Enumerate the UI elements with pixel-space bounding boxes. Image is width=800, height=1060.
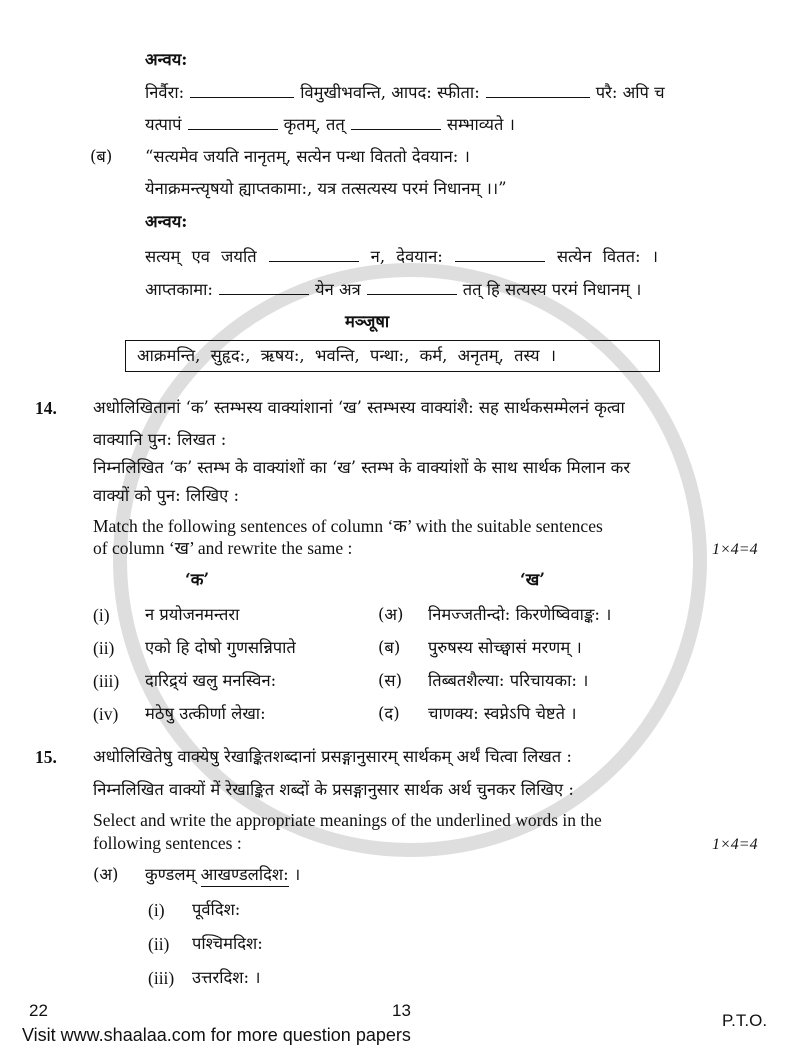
row-num: (ii) (93, 638, 115, 658)
row-kha: चाणक्य: स्वप्नेऽपि चेष्टते । (428, 704, 577, 723)
row-ka: दारिद्र्यं खलु मनस्विन: (145, 671, 277, 690)
manjusha-words: आक्रमन्ति, सुहृद:, ऋषय:, भवन्ति, पन्था:, कर्म, अनृतम्, तस्य । (137, 346, 557, 365)
column-ka-header: ‘क’ (185, 570, 210, 589)
option-text: पश्चिमदिश: (192, 934, 263, 953)
anvaya-label-b: अन्वय: (145, 212, 188, 231)
manjusha-title: मञ्जूषा (345, 312, 390, 331)
row-kha-num: (ब) (378, 638, 401, 657)
q14-hindi-1: निम्नलिखित ‘क’ स्तम्भ के वाक्यांशों का ‘ख’ स्तम्भ के वाक्यांशों के साथ सार्थक मिलान कर (93, 458, 631, 477)
paper-code: 22 (29, 1001, 48, 1020)
column-kha-header: ‘ख’ (520, 570, 545, 589)
q15-number: 15. (35, 747, 57, 767)
anvaya-b-line-1: सत्यम् एव जयति न, देवयान: सत्येन वितत: । (145, 247, 659, 266)
part-b-label: (ब) (90, 147, 113, 166)
visit-link[interactable]: Visit www.shaalaa.com for more question papers (22, 1025, 411, 1045)
q15-sanskrit: अधोलिखितेषु वाक्येषु रेखाङ्कितशब्दानां प्रसङ्गानुसारम् सार्थकम् अर्थं चित्वा लिखत : (93, 747, 572, 766)
q15-english-1: Select and write the appropriate meanings of the underlined words in the (93, 810, 602, 830)
verse-line-1: “सत्यमेव जयति नानृतम्, सत्येन पन्था विततो देवयान: । (145, 147, 470, 166)
q14-english-1: Match the following sentences of column ‘क’ with the suitable sentences (93, 516, 603, 536)
anvaya-line-2: यत्पापं कृतम्, तत् सम्भाव्यते । (145, 115, 515, 134)
anvaya-b-line-2: आप्तकामा: येन अत्र तत् हि सत्यस्य परमं निधानम् । (145, 280, 642, 299)
q15-hindi: निम्नलिखित वाक्यों में रेखाङ्कित शब्दों के प्रसङ्गानुसार सार्थक अर्थ चुनकर लिखिए : (93, 780, 574, 799)
row-num: (i) (93, 605, 110, 625)
q14-english-2: of column ‘ख’ and rewrite the same : (93, 538, 353, 558)
option-num: (ii) (148, 934, 170, 954)
q15-english-2: following sentences : (93, 833, 242, 853)
q14-sanskrit-2: वाक्यानि पुन: लिखत : (93, 430, 227, 449)
row-kha-num: (अ) (378, 605, 404, 624)
option-text: उत्तरदिश: । (192, 968, 261, 987)
row-kha: निमज्जतीन्दो: किरणेष्विवाङ्क: । (428, 605, 612, 624)
q14-sanskrit-1: अधोलिखितानां ‘क’ स्तम्भस्य वाक्यांशानां ‘ख’ स्तम्भस्य वाक्यांशै: सह सार्थकसम्मेलनं कृत्वा (93, 398, 625, 417)
q15-part-a-label: (अ) (93, 865, 119, 884)
q14-number: 14. (35, 398, 57, 418)
row-kha: पुरुषस्य सोच्छ्वासं मरणम् । (428, 638, 582, 657)
anvaya-line-1: निर्वैरा: विमुखीभवन्ति, आपद: स्फीता: परै: अपि च (145, 83, 665, 102)
option-num: (i) (148, 900, 165, 920)
anvaya-label: अन्वय: (145, 50, 188, 69)
row-num: (iii) (93, 671, 120, 691)
option-num: (iii) (148, 968, 175, 988)
row-num: (iv) (93, 704, 119, 724)
pto-label: P.T.O. (722, 1011, 768, 1030)
q14-marks: 1×4=4 (712, 541, 758, 558)
option-text: पूर्वदिश: (192, 900, 241, 919)
row-kha: तिब्बतशैल्या: परिचायका: । (428, 671, 589, 690)
row-ka: एको हि दोषो गुणसन्निपाते (145, 638, 296, 657)
verse-line-2: येनाक्रमन्त्यृषयो ह्याप्तकामा:, यत्र तत्सत्यस्य परमं निधानम् ।।” (145, 179, 507, 198)
row-ka: न प्रयोजनमन्तरा (145, 605, 240, 624)
q15-part-a-sentence: कुण्डलम् आखण्डलदिश: । (145, 867, 300, 884)
q14-hindi-2: वाक्यों को पुन: लिखिए : (93, 486, 240, 505)
row-kha-num: (द) (378, 704, 400, 723)
row-ka: मठेषु उत्कीर्णा लेखा: (145, 704, 266, 723)
page-number: 13 (392, 1001, 411, 1020)
q15-marks: 1×4=4 (712, 836, 758, 853)
underlined-word: आखण्डलदिश: (201, 865, 289, 887)
row-kha-num: (स) (378, 671, 403, 690)
